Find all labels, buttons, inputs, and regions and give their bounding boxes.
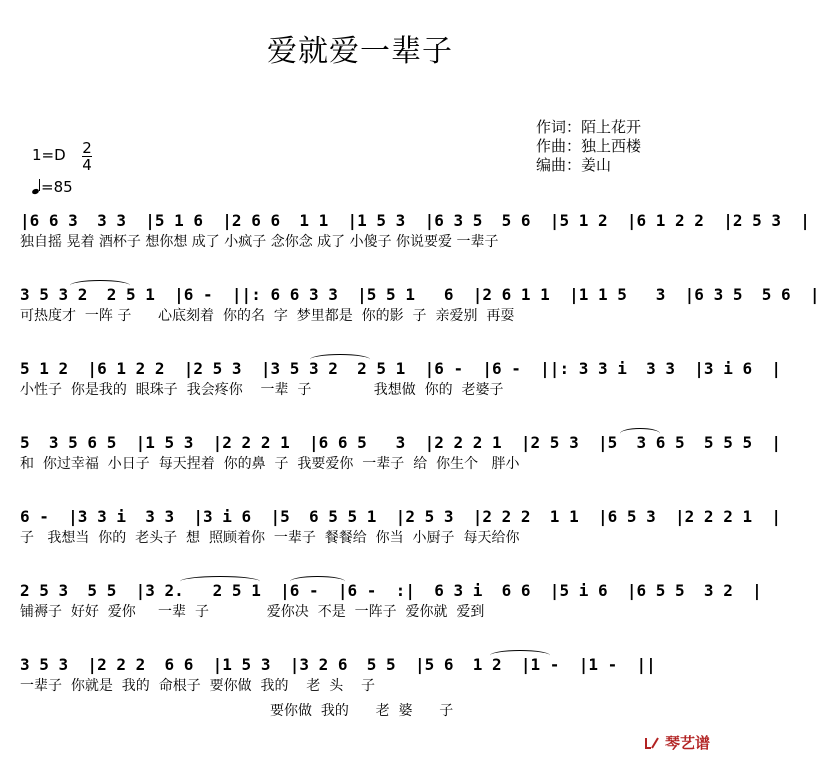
lyrics-line: 子 我想当 你的 老头子 想 照顾着你 一辈子 餐餐给 你当 小厨子 每天给你	[20, 530, 520, 546]
notation-line: 2 5 3 5 5 |3 2. 2 5 1 |6 - |6 - :| 6 3 i 6 6 |5 i 6 |6 5 5 3 2 |	[20, 581, 762, 600]
lyrics-line: 和 你过幸福 小日子 每天捏着 你的鼻 子 我要爱你 一辈子 给 你生个 胖小	[20, 456, 520, 472]
notation-line: 3 5 3 |2 2 2 6 6 |1 5 3 |3 2 6 5 5 |5 6 1 2 |1 - |1 - ||	[20, 655, 656, 674]
score-row	[20, 432, 781, 474]
slur-mark	[290, 576, 345, 587]
lyricist: 作词：陌上花开	[536, 118, 642, 136]
score-row	[20, 358, 781, 400]
score-row	[20, 284, 820, 326]
time-signature-bottom: 4	[82, 156, 92, 174]
time-signature-top: 2	[82, 139, 92, 157]
score-row	[20, 580, 762, 622]
tempo-marking	[32, 178, 73, 196]
score-row	[20, 210, 810, 252]
tempo-value: =85	[41, 178, 73, 196]
logo-text: 琴艺谱	[664, 734, 710, 752]
slur-mark	[70, 280, 130, 291]
slur-mark	[620, 428, 660, 439]
lyrics-line: 一辈子 你就是 我的 命根子 要你做 我的 老 头 子	[20, 678, 376, 694]
song-title: 爱就爱一辈子	[267, 34, 453, 69]
time-signature	[82, 140, 92, 173]
key-signature: 1=D	[32, 146, 66, 164]
notation-line: |6 6 3 3 3 |5 1 6 |2 6 6 1 1 |1 5 3 |6 3 5 5 6 |5 1 2 |6 1 2 2 |2 5 3 |	[20, 211, 810, 230]
lyrics-line: 铺褥子 好好 爱你 一辈 子 爱你决 不是 一阵子 爱你就 爱到	[20, 604, 485, 620]
score-row	[20, 654, 700, 696]
slur-mark	[490, 650, 550, 661]
composer: 作曲：独上西楼	[536, 137, 642, 155]
quarter-note-icon	[32, 179, 41, 194]
score-row	[20, 506, 781, 548]
notation-line: 3 5 3 2 2 5 1 |6 - ||: 6 6 3 3 |5 5 1 6 |2 6 1 1 |1 1 5 3 |6 3 5 5 6 |	[20, 285, 820, 304]
arranger: 编曲：姜山	[536, 156, 612, 174]
logo-mark-icon	[644, 736, 660, 750]
notation-line: 6 - |3 3 i 3 3 |3 i 6 |5 6 5 5 1 |2 5 3 |2 2 2 1 1 |6 5 3 |2 2 2 1 |	[20, 507, 781, 526]
logo	[644, 732, 710, 753]
notation-line: 5 3 5 6 5 |1 5 3 |2 2 2 1 |6 6 5 3 |2 2 2 1 |2 5 3 |5 3 6 5 5 5 5 |	[20, 433, 781, 452]
credits	[536, 118, 641, 175]
lyrics-line: 小性子 你是我的 眼珠子 我会疼你 一辈 子 我想做 你的 老婆子	[20, 382, 504, 398]
slur-mark	[180, 576, 260, 587]
lyrics-line: 可热度才 一阵 子 心底刻着 你的名 字 梦里都是 你的影 子 亲爱别 再耍	[20, 308, 515, 324]
lyrics-second-line: 要你做 我的 老 婆 子	[270, 703, 454, 719]
lyrics-line: 独自摇 晃着 酒杯子 想你想 成了 小疯子 念你念 成了 小傻子 你说要爱 一辈子	[20, 234, 499, 250]
notation-line: 5 1 2 |6 1 2 2 |2 5 3 |3 5 3 2 2 5 1 |6 - |6 - ||: 3 3 i 3 3 |3 i 6 |	[20, 359, 781, 378]
slur-mark	[310, 354, 370, 365]
